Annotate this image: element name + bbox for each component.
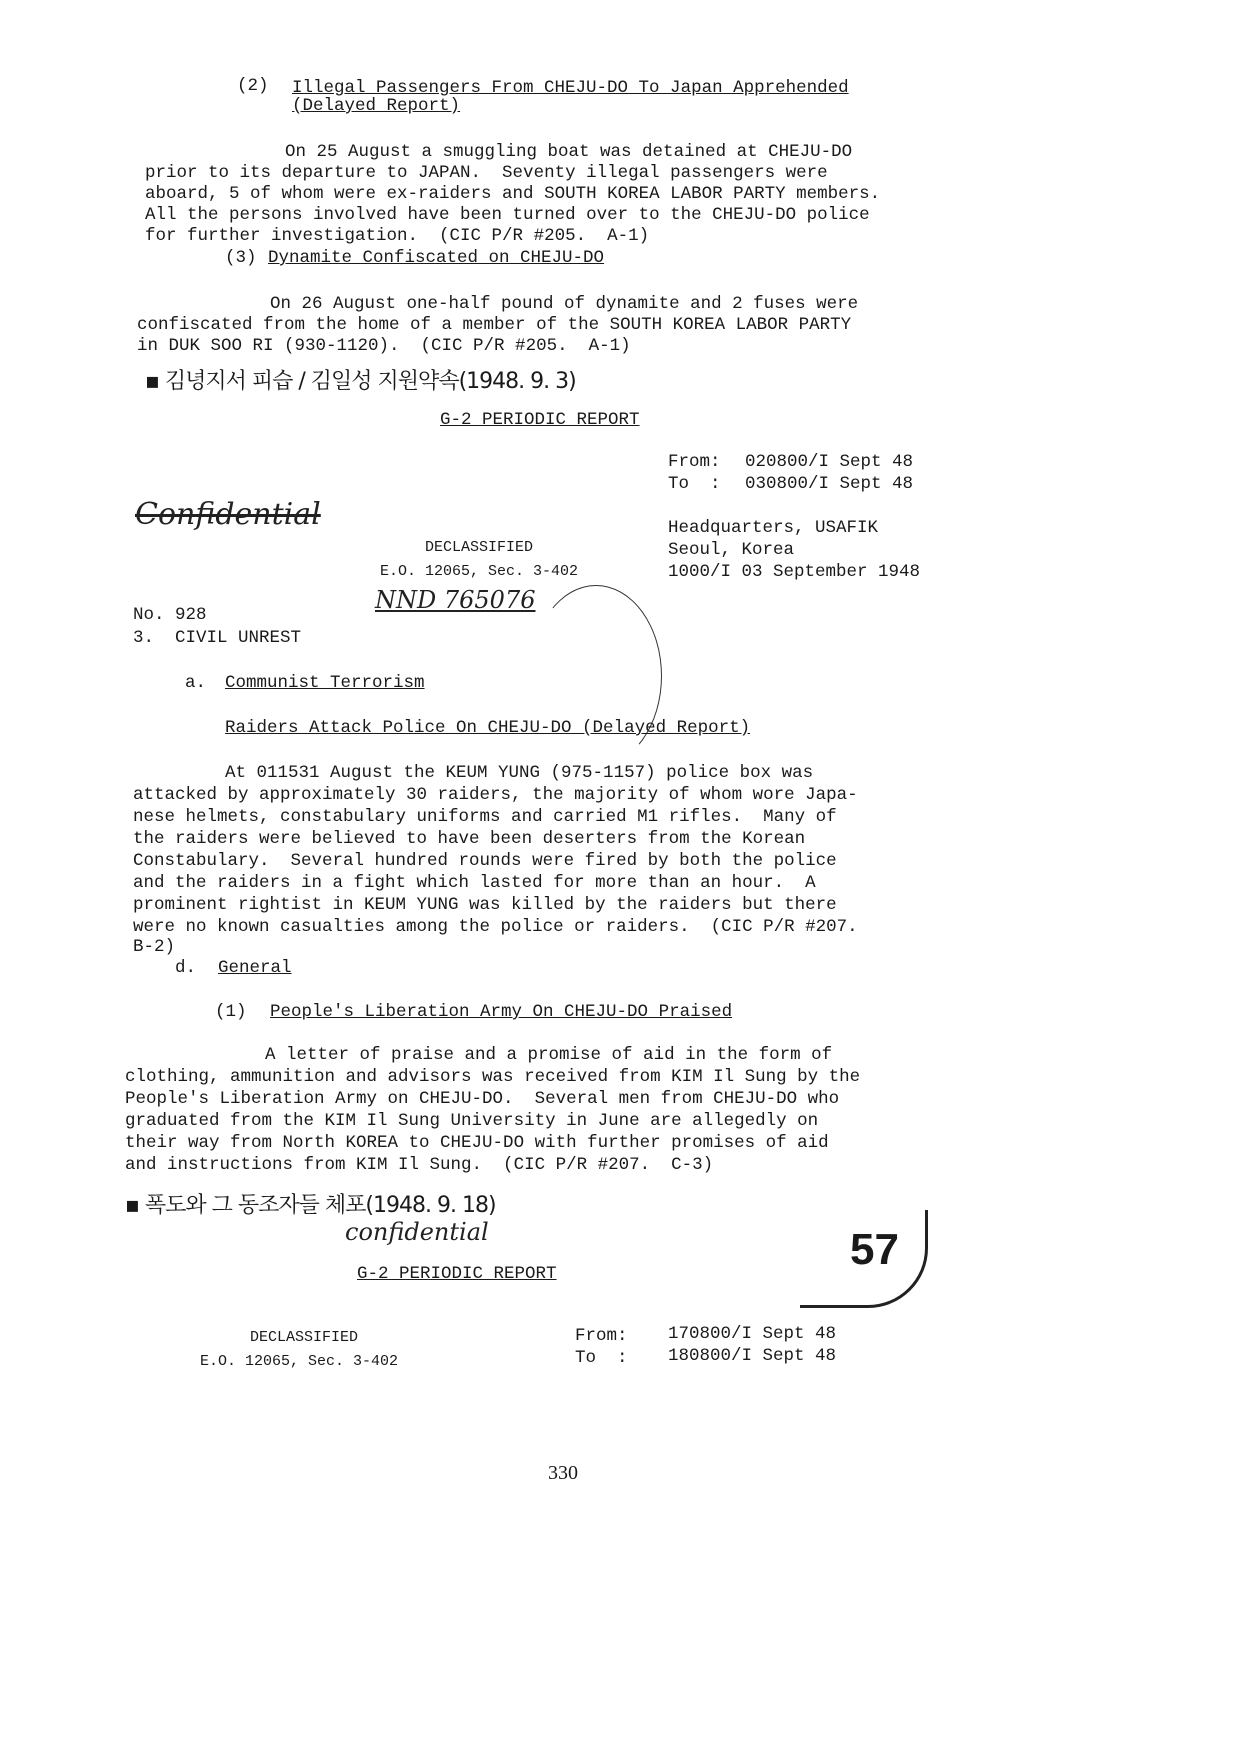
section-3-number: (3) — [225, 248, 257, 268]
section-2-line: aboard, 5 of whom were ex-raiders and SOUTH KOREA LABOR PARTY members. — [145, 184, 881, 204]
declassified-stamp-2: DECLASSIFIED — [250, 1329, 359, 1346]
item-1-line: clothing, ammunition and advisors was received from KIM Il Sung by the — [125, 1067, 861, 1087]
nnd-handwriting: NND 765076 — [375, 586, 536, 614]
article-line: B-2) — [133, 937, 176, 957]
section-2-line: All the persons involved have been turned over to the CHEJU-DO police — [145, 205, 870, 225]
report-2-to-value: 180800/I Sept 48 — [668, 1346, 837, 1366]
declassified-stamp: DECLASSIFIED — [425, 539, 534, 556]
article-line: the raiders were believed to have been deserters from the Korean — [133, 829, 806, 849]
article-line: prominent rightist in KEUM YUNG was killed by the raiders but there — [133, 895, 837, 915]
item-1-number: (1) — [215, 1002, 247, 1022]
eo-stamp-2: E.O. 12065, Sec. 3-402 — [200, 1353, 399, 1370]
article-title: Raiders Attack Police On CHEJU-DO (Delayed Report) — [225, 718, 751, 738]
article-line: Constabulary. Several hundred rounds were fired by both the police — [133, 851, 837, 871]
report-1-hq: Headquarters, USAFIK — [668, 518, 879, 538]
section-2-line: for further investigation. (CIC P/R #205. A-1) — [145, 226, 650, 246]
report-1-to-value: 030800/I Sept 48 — [745, 474, 914, 494]
sub-d-title: General — [218, 958, 292, 978]
section-3-title: Dynamite Confiscated on CHEJU-DO — [268, 248, 605, 268]
item-1-line: A letter of praise and a promise of aid in the form of — [265, 1045, 833, 1065]
stamp-number: 57 — [850, 1225, 899, 1274]
korean-heading-2: ▪ 폭도와 그 동조자들 체포(1948. 9. 18) — [125, 1193, 496, 1218]
korean-heading-1: ▪ 김녕지서 피습 / 김일성 지원약속(1948. 9. 3) — [145, 369, 576, 394]
item-1-line: People's Liberation Army on CHEJU-DO. Several men from CHEJU-DO who — [125, 1089, 840, 1109]
section-2-subtitle: (Delayed Report) — [292, 96, 461, 116]
item-1-line: and instructions from KIM Il Sung. (CIC P/R #207. C-3) — [125, 1155, 714, 1175]
report-2-from-value: 170800/I Sept 48 — [668, 1324, 837, 1344]
report-2-to-label: To : — [575, 1348, 628, 1368]
item-1-line: graduated from the KIM Il Sung University in June are allegedly on — [125, 1111, 819, 1131]
civil-unrest-heading: 3. CIVIL UNREST — [133, 628, 302, 648]
section-3-line: On 26 August one-half pound of dynamite and 2 fuses were — [270, 294, 859, 314]
section-3-line: confiscated from the home of a member of the SOUTH KOREA LABOR PARTY — [137, 315, 852, 335]
article-line: nese helmets, constabulary uniforms and carried M1 rifles. Many of — [133, 807, 837, 827]
item-1-title: People's Liberation Army On CHEJU-DO Praised — [270, 1002, 733, 1022]
report-1-from-value: 020800/I Sept 48 — [745, 452, 914, 472]
item-1-line: their way from North KOREA to CHEJU-DO with further promises of aid — [125, 1133, 829, 1153]
section-2-number: (2) — [237, 76, 269, 96]
section-2-line: On 25 August a smuggling boat was detained at CHEJU-DO — [285, 142, 853, 162]
article-line: were no known casualties among the police or raiders. (CIC P/R #207. — [133, 917, 858, 937]
article-line: and the raiders in a fight which lasted for more than an hour. A — [133, 873, 816, 893]
section-3-line: in DUK SOO RI (930-1120). (CIC P/R #205. A-1) — [137, 336, 631, 356]
report-1-to-label: To : — [668, 474, 721, 494]
report-1-title: G-2 PERIODIC REPORT — [440, 410, 640, 430]
report-number: No. 928 — [133, 605, 207, 625]
sub-a-title: Communist Terrorism — [225, 673, 425, 693]
report-2-title: G-2 PERIODIC REPORT — [357, 1264, 557, 1284]
circle-mark — [530, 585, 662, 767]
report-2-from-label: From: — [575, 1326, 628, 1346]
sub-d-label: d. — [175, 958, 197, 978]
eo-stamp: E.O. 12065, Sec. 3-402 — [380, 563, 579, 580]
report-1-from-label: From: — [668, 452, 721, 472]
article-line: At 011531 August the KEUM YUNG (975-1157) police box was — [225, 763, 814, 783]
section-2-title: Illegal Passengers From CHEJU-DO To Japan Apprehended — [292, 78, 849, 98]
page-number: 330 — [548, 1462, 578, 1484]
confidential-handwriting-2: confidential — [345, 1218, 489, 1246]
article-line: attacked by approximately 30 raiders, the majority of whom wore Japa- — [133, 785, 858, 805]
sub-a-label: a. — [185, 673, 207, 693]
report-1-location: Seoul, Korea — [668, 540, 795, 560]
confidential-handwriting: Confidential — [135, 497, 321, 532]
report-1-datetime: 1000/I 03 September 1948 — [668, 562, 921, 582]
section-2-line: prior to its departure to JAPAN. Seventy illegal passengers were — [145, 163, 828, 183]
